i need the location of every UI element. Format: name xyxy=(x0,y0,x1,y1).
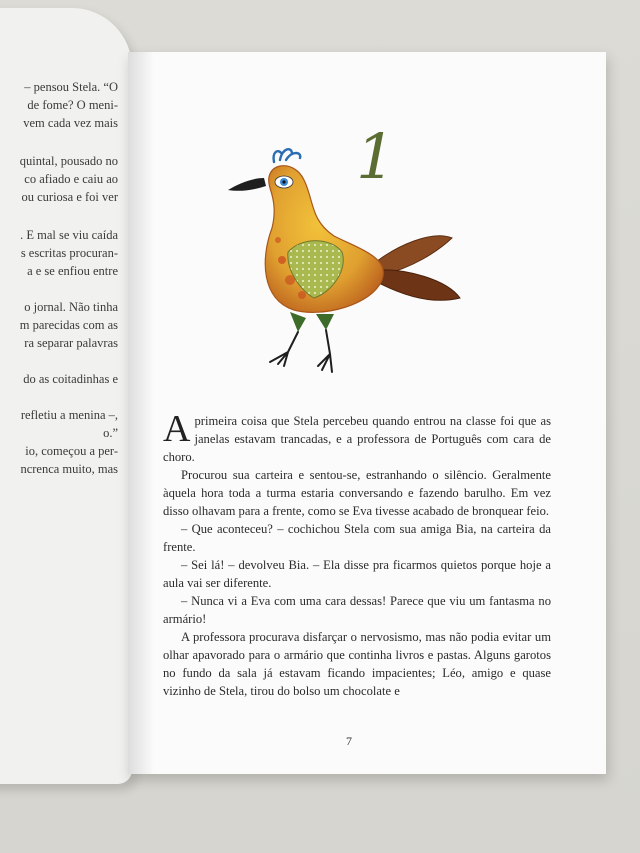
paragraph: A professora procurava disfarçar o nervosismo, mas não podia evitar um olhar apavorado para o armário que continha livros e pastas. Alguns garotos no fundo da sala já estavam ficando impacientes; Léo, amigo e quase vizinho de Stela, tirou do bolso um chocolate e xyxy=(163,630,551,698)
paragraph: – Que aconteceu? – cochichou Stela com sua amiga Bia, na carteira da frente. xyxy=(163,522,551,554)
left-page-line: co afiado e caiu ao xyxy=(24,172,118,186)
left-page-line: o.” xyxy=(103,426,118,440)
chapter-number: 1 xyxy=(356,120,396,193)
left-page xyxy=(0,8,132,784)
left-page-line: refletiu a menina –, xyxy=(20,408,118,422)
left-page-line: de fome? O meni- xyxy=(27,98,118,112)
left-page-line: s escritas procuran- xyxy=(20,246,118,260)
left-page-line: ncrenca muito, mas xyxy=(20,462,118,476)
left-page-line: ou curiosa e foi ver xyxy=(21,190,118,204)
left-page-line: ra separar palavras xyxy=(24,336,118,350)
left-page-line: a e se enfiou entre xyxy=(27,264,118,278)
left-page-line: do as coitadinhas e xyxy=(23,372,118,386)
left-page-line: – pensou Stela. “O xyxy=(24,80,118,94)
left-page-line: . E mal se viu caída xyxy=(20,228,118,242)
chapter-text xyxy=(163,408,551,700)
book-gutter-shadow xyxy=(128,52,154,774)
bird-illustration xyxy=(222,140,470,380)
paragraph: – Nunca vi a Eva com uma cara dessas! Parece que viu um fantasma no armário! xyxy=(163,594,551,626)
left-page-line: quintal, pousado no xyxy=(19,154,118,168)
left-page-line: m parecidas com as xyxy=(19,318,118,332)
paragraph: Procurou sua carteira e sentou-se, estranhando o silêncio. Geralmente àquela hora toda a turma estaria conversando e fazendo barulho. Em vez disso olhavam para a frente, como se Eva tivesse acabado de bronquear feio. xyxy=(163,468,551,518)
paragraph: primeira coisa que Stela percebeu quando entrou na classe foi que as janelas estavam trancadas, e a professora de Português com cara de choro. xyxy=(163,414,551,464)
left-page-line: o jornal. Não tinha xyxy=(24,300,118,314)
paragraph: – Sei lá! – devolveu Bia. – Ela disse pra ficarmos quietos porque hoje a aula vai ser diferente. xyxy=(163,558,551,590)
left-page-line: vem cada vez mais xyxy=(23,116,118,130)
left-page-line: io, começou a per- xyxy=(25,444,118,458)
page-number: 7 xyxy=(346,734,352,748)
drop-cap: A xyxy=(163,408,191,450)
